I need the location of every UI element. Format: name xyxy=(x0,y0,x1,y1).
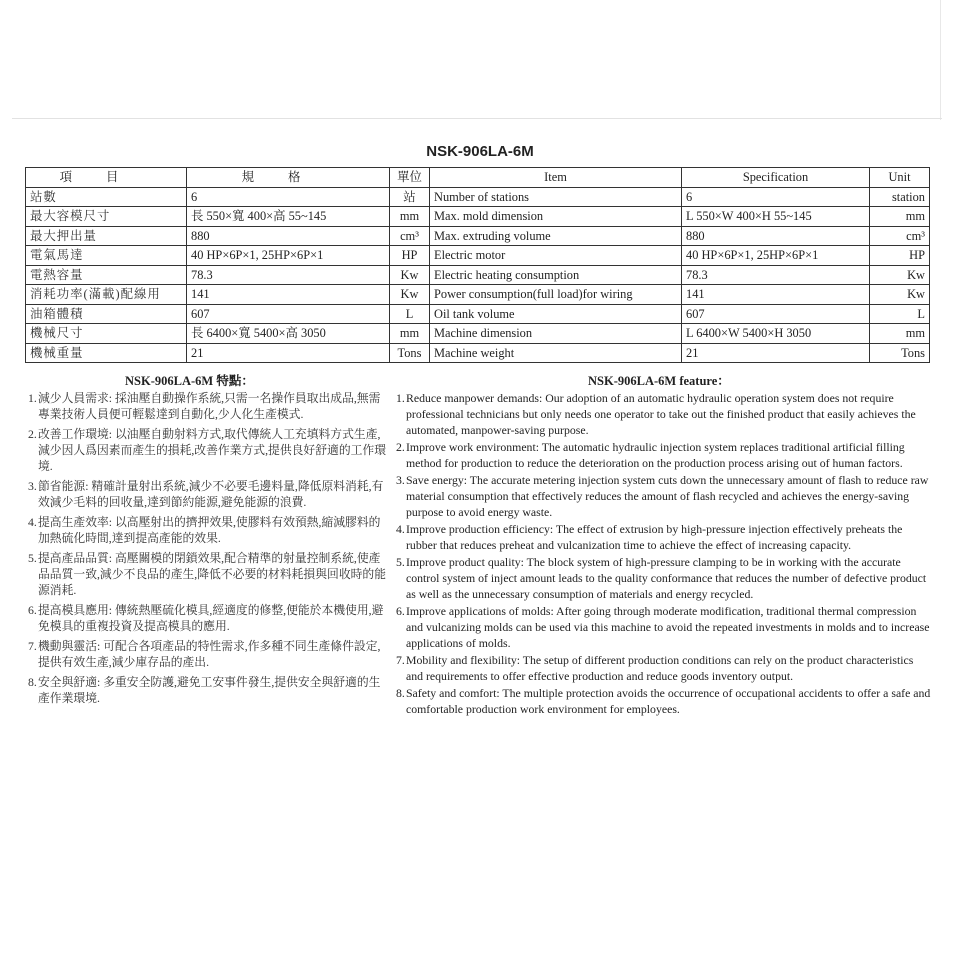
feature-zh-item-number: 7. xyxy=(28,639,37,653)
feature-en-item-number: 7. xyxy=(396,653,405,667)
table-row xyxy=(26,285,930,305)
feature-en-item-text: Improve work environment: The automatic hydraulic injection system replaces traditional artificial filling method for production to reduce the deterioration on the production process arising out of human factors. xyxy=(406,440,905,470)
feature-en-item-number: 3. xyxy=(396,473,405,487)
feature-en-item xyxy=(396,390,932,438)
feature-zh-item xyxy=(28,514,390,546)
cell-item-zh: 電熱容量 xyxy=(26,265,187,285)
cell-spec-en: L 6400×W 5400×H 3050 xyxy=(682,324,870,344)
cell-item-zh: 機械重量 xyxy=(26,343,187,363)
feature-en-item xyxy=(396,521,932,553)
cell-unit-zh: Kw xyxy=(390,265,430,285)
feature-zh-item-number: 5. xyxy=(28,551,37,565)
cell-item-en: Max. extruding volume xyxy=(430,226,682,246)
cell-item-en: Max. mold dimension xyxy=(430,207,682,227)
cell-unit-en: cm³ xyxy=(870,226,930,246)
table-row xyxy=(26,324,930,344)
table-row xyxy=(26,265,930,285)
feature-en-item xyxy=(396,439,932,471)
feature-zh-item xyxy=(28,602,390,634)
header-spec-zh: 規格 xyxy=(187,168,390,188)
cell-unit-en: mm xyxy=(870,324,930,344)
header-unit-en: Unit xyxy=(870,168,930,188)
page-title: NSK-906LA-6M xyxy=(426,143,534,160)
cell-spec-zh: 607 xyxy=(187,304,390,324)
feature-zh-item xyxy=(28,638,390,670)
cell-unit-zh: mm xyxy=(390,324,430,344)
cell-item-en: Oil tank volume xyxy=(430,304,682,324)
feature-en-item xyxy=(396,603,932,651)
cell-spec-en: 6 xyxy=(682,187,870,207)
cell-spec-zh: 40 HP×6P×1, 25HP×6P×1 xyxy=(187,246,390,266)
cell-item-en: Machine dimension xyxy=(430,324,682,344)
feature-en-item xyxy=(396,652,932,684)
feature-zh-item xyxy=(28,426,390,474)
cell-item-en: Power consumption(full load)for wiring xyxy=(430,285,682,305)
feature-en-item-text: Safety and comfort: The multiple protection avoids the occurrence of occupational accidents to offer a safe and comfortable production work environment for employees. xyxy=(406,686,931,716)
features-zh-list xyxy=(28,390,390,710)
feature-en-item xyxy=(396,685,932,717)
feature-en-item xyxy=(396,554,932,602)
features-en-list xyxy=(396,390,932,718)
cell-unit-en: HP xyxy=(870,246,930,266)
cell-spec-en: 607 xyxy=(682,304,870,324)
cell-unit-zh: 站 xyxy=(390,187,430,207)
cell-item-en: Electric motor xyxy=(430,246,682,266)
feature-en-item-text: Improve applications of molds: After going through moderate modification, traditional thermal compression and vulcanizing molds can be used via this machine to avoid the repeated investments in molds and to increase applications of molds. xyxy=(406,604,930,650)
feature-en-item-text: Improve production efficiency: The effect of extrusion by high-pressure injection effectively preheats the rubber that reduces preheat and vulcanization time to achieve the effect of increasing capacity. xyxy=(406,522,903,552)
cell-unit-zh: Tons xyxy=(390,343,430,363)
table-row xyxy=(26,226,930,246)
cell-unit-en: Tons xyxy=(870,343,930,363)
cell-spec-en: 880 xyxy=(682,226,870,246)
feature-zh-item-text: 提高模具應用: 傳統熱壓硫化模具,經適度的修整,便能於本機使用,避免模具的重複投資及提高模具的應用. xyxy=(38,603,384,633)
table-row xyxy=(26,343,930,363)
header-spec-en: Specification xyxy=(682,168,870,188)
feature-zh-item xyxy=(28,390,390,422)
spec-table xyxy=(25,167,930,363)
cell-unit-en: mm xyxy=(870,207,930,227)
cell-unit-en: station xyxy=(870,187,930,207)
cell-spec-zh: 880 xyxy=(187,226,390,246)
feature-zh-item-text: 機動與靈活: 可配合各項產品的特性需求,作多種不同生產條件設定,提供有效生產,減少庫存品的產出. xyxy=(38,639,381,669)
cell-item-zh: 最大押出量 xyxy=(26,226,187,246)
cell-unit-en: Kw xyxy=(870,265,930,285)
feature-zh-item xyxy=(28,478,390,510)
cell-unit-zh: L xyxy=(390,304,430,324)
cell-item-zh: 電氣馬達 xyxy=(26,246,187,266)
cell-spec-en: 40 HP×6P×1, 25HP×6P×1 xyxy=(682,246,870,266)
cell-item-zh: 站數 xyxy=(26,187,187,207)
feature-zh-item-number: 2. xyxy=(28,427,37,441)
feature-en-item-text: Save energy: The accurate metering injection system cuts down the unnecessary amount of flash to reduce raw material consumption that effectively reduces the amount of flash recycled and achieves the energy-saving purpose to avoid energy waste. xyxy=(406,473,929,519)
cell-item-zh: 油箱體積 xyxy=(26,304,187,324)
table-row xyxy=(26,304,930,324)
feature-en-item-text: Improve product quality: The block system of high-pressure clamping to be in working with the accurate control system of inject amount leads to the quality conformance that reduces the number of defective product as well as the unnecessary consumption of materials and energy recycled. xyxy=(406,555,927,601)
cell-item-en: Electric heating consumption xyxy=(430,265,682,285)
cell-unit-zh: Kw xyxy=(390,285,430,305)
features-zh-title: NSK-906LA-6M 特點： xyxy=(125,374,254,388)
header-unit-zh: 單位 xyxy=(390,168,430,188)
feature-zh-item-number: 3. xyxy=(28,479,37,493)
table-row xyxy=(26,207,930,227)
cell-spec-zh: 長 6400×寬 5400×高 3050 xyxy=(187,324,390,344)
cell-spec-zh: 21 xyxy=(187,343,390,363)
feature-en-item-number: 1. xyxy=(396,391,405,405)
feature-zh-item-number: 1. xyxy=(28,391,37,405)
cell-spec-zh: 長 550×寬 400×高 55~145 xyxy=(187,207,390,227)
feature-zh-item-text: 提高產品品質: 高壓關模的閉鎖效果,配合精準的射量控制系統,使產品品質一致,減少不良品的產生,降低不必要的材料耗損與回收時的能源消耗. xyxy=(38,551,387,597)
cell-spec-en: 21 xyxy=(682,343,870,363)
cell-spec-zh: 6 xyxy=(187,187,390,207)
cell-unit-zh: mm xyxy=(390,207,430,227)
cell-spec-zh: 78.3 xyxy=(187,265,390,285)
cell-item-en: Number of stations xyxy=(430,187,682,207)
cell-unit-zh: HP xyxy=(390,246,430,266)
table-row xyxy=(26,246,930,266)
cell-spec-en: L 550×W 400×H 55~145 xyxy=(682,207,870,227)
feature-zh-item xyxy=(28,550,390,598)
feature-zh-item-number: 6. xyxy=(28,603,37,617)
feature-zh-item-text: 提高生產效率: 以高壓射出的擠押效果,使膠料有效預熱,縮減膠料的加熱硫化時間,達到提高產能的效果. xyxy=(38,515,381,545)
feature-en-item-text: Reduce manpower demands: Our adoption of an automatic hydraulic operation system does not require professional technicians but only needs one operator to take out the finished product that easily achieves the automated, manpower-saving purpose. xyxy=(406,391,916,437)
cell-unit-zh: cm³ xyxy=(390,226,430,246)
feature-en-item-number: 5. xyxy=(396,555,405,569)
cell-unit-en: L xyxy=(870,304,930,324)
header-item-zh: 項目 xyxy=(26,168,187,188)
cell-spec-en: 78.3 xyxy=(682,265,870,285)
feature-en-item-number: 2. xyxy=(396,440,405,454)
features-en-title: NSK-906LA-6M feature： xyxy=(588,374,730,388)
feature-en-item-number: 4. xyxy=(396,522,405,536)
cell-item-zh: 機械尺寸 xyxy=(26,324,187,344)
feature-en-item-number: 8. xyxy=(396,686,405,700)
table-row xyxy=(26,187,930,207)
feature-zh-item-text: 改善工作環境: 以油壓自動射料方式,取代傳統人工充填料方式生產,減少因人爲因素而產生的損耗,改善作業方式,提供良好舒適的工作環境. xyxy=(38,427,387,473)
cell-item-zh: 最大容模尺寸 xyxy=(26,207,187,227)
page-edge-line xyxy=(940,0,941,120)
feature-zh-item-text: 安全與舒適: 多重安全防護,避免工安事件發生,提供安全與舒適的生產作業環境. xyxy=(38,675,381,705)
feature-zh-item-number: 4. xyxy=(28,515,37,529)
feature-zh-item-number: 8. xyxy=(28,675,37,689)
feature-zh-item-text: 節省能源: 精確計量射出系統,減少不必要毛邊料量,降低原料消耗,有效減少毛料的回收量,達到節約能源,避免能源的浪費. xyxy=(38,479,384,509)
cell-spec-en: 141 xyxy=(682,285,870,305)
top-divider xyxy=(12,118,942,119)
feature-en-item-text: Mobility and flexibility: The setup of different production conditions can rely on the product characteristics and requirements to offer effective production and reduce goods inventory output. xyxy=(406,653,914,683)
cell-spec-zh: 141 xyxy=(187,285,390,305)
feature-zh-item xyxy=(28,674,390,706)
table-header-row xyxy=(26,168,930,188)
feature-en-item-number: 6. xyxy=(396,604,405,618)
header-item-en: Item xyxy=(430,168,682,188)
feature-en-item xyxy=(396,472,932,520)
cell-item-en: Machine weight xyxy=(430,343,682,363)
cell-unit-en: Kw xyxy=(870,285,930,305)
cell-item-zh: 消耗功率(滿載)配線用 xyxy=(26,285,187,305)
feature-zh-item-text: 減少人員需求: 採油壓自動操作系統,只需一名操作員取出成品,無需專業技術人員便可輕鬆達到自動化,少人化生產模式. xyxy=(38,391,381,421)
